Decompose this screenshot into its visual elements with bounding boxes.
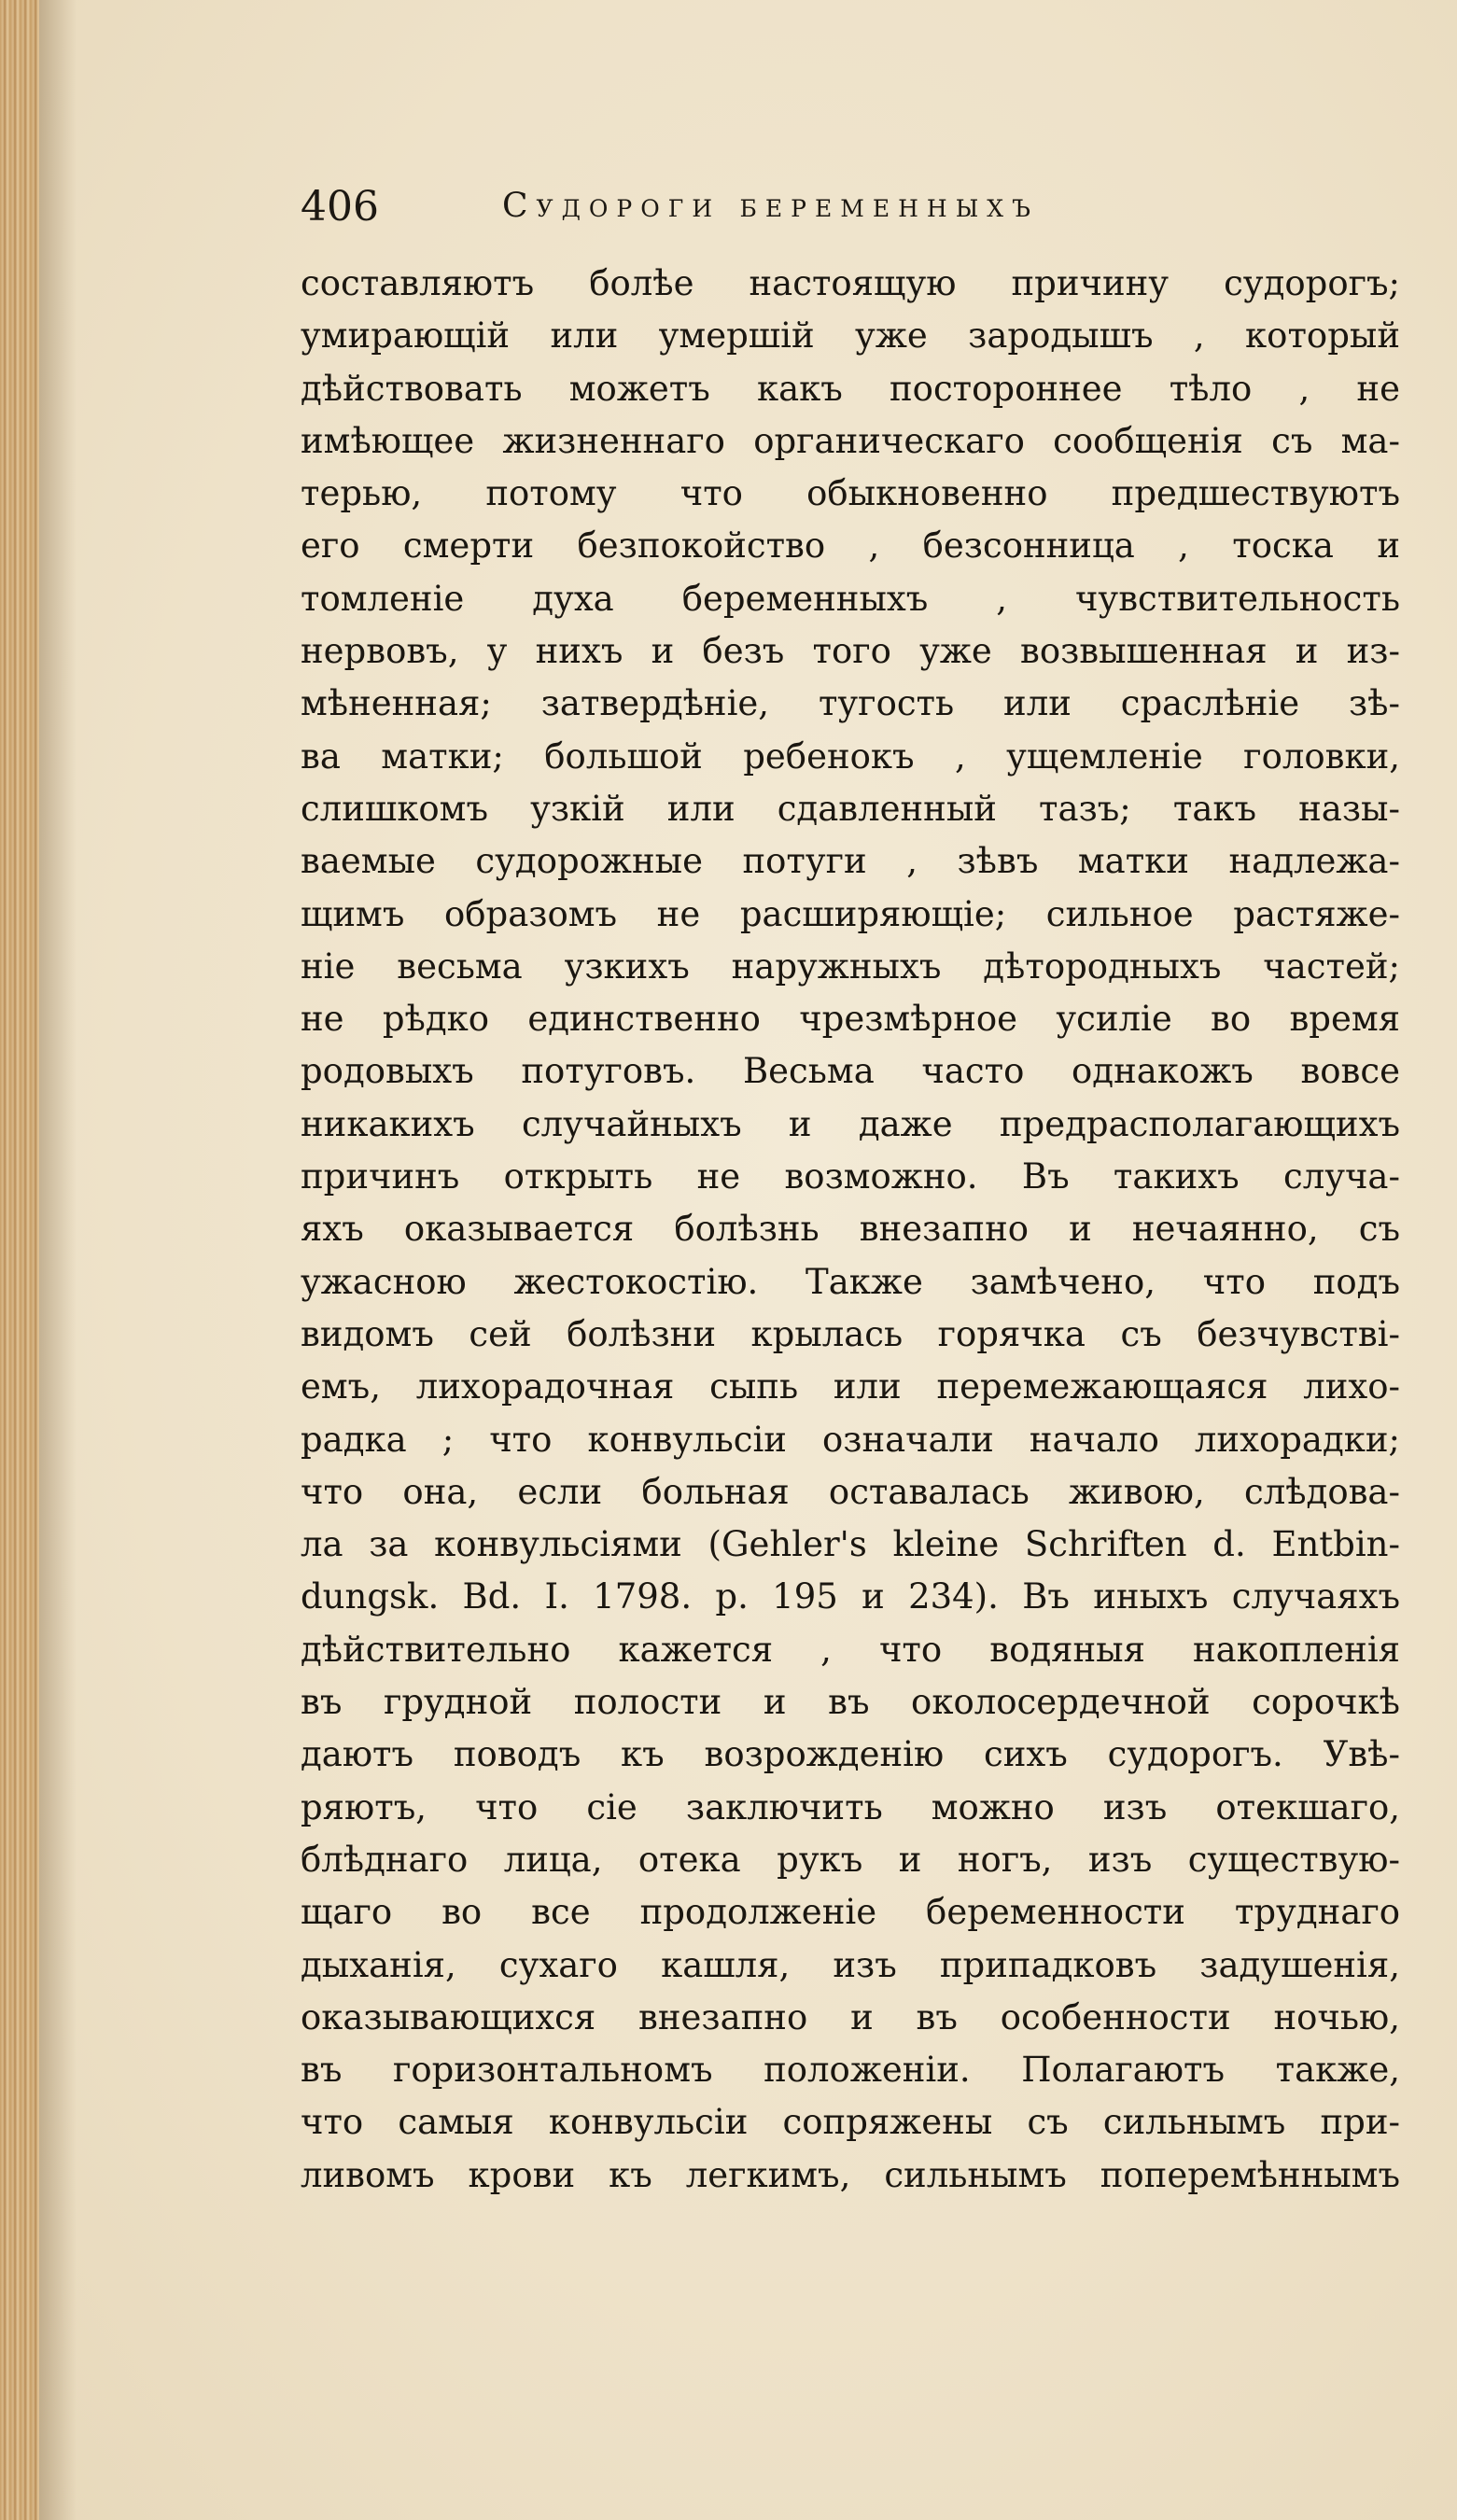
text-line: мѣненная; затвердѣніе, тугость или сраслѣніе зѣ- <box>301 683 1400 724</box>
page-number: 406 <box>301 183 379 231</box>
body-text <box>301 258 1400 2202</box>
text-line: дыханія, сухаго кашля, изъ припадковъ задушенія, <box>301 1944 1400 1985</box>
text-line: томленіе духа беременныхъ , чувствительность <box>301 578 1400 619</box>
text-line: емъ, лихорадочная сыпь или перемежающаяся лихо- <box>301 1366 1400 1407</box>
text-line: нервовъ, у нихъ и безъ того уже возвышенная и из- <box>301 631 1400 672</box>
text-line: слишкомъ узкій или сдавленный тазъ; такъ назы- <box>301 788 1400 829</box>
text-line: щаго во все продолженіе беременности труднаго <box>301 1892 1400 1933</box>
text-line: ливомъ крови къ легкимъ, сильнымъ поперемѣннымъ <box>301 2154 1400 2195</box>
page-header <box>301 183 1402 239</box>
text-line: блѣднаго лица, отека рукъ и ногъ, изъ существую- <box>301 1839 1400 1880</box>
text-line: ужасною жестокостію. Также замѣчено, что подъ <box>301 1261 1400 1302</box>
text-line: ваемые судорожные потуги , зѣвъ матки надлежа- <box>301 841 1400 882</box>
gutter-shadow <box>39 0 77 2520</box>
text-line: яхъ оказывается болѣзнь внезапно и нечаянно, съ <box>301 1209 1400 1250</box>
text-line: причинъ открыть не возможно. Въ такихъ случа- <box>301 1156 1400 1197</box>
text-line: умирающій или умершій уже зародышъ , который <box>301 315 1400 357</box>
text-line: ніе весьма узкихъ наружныхъ дѣтородныхъ частей; <box>301 945 1400 987</box>
text-line: терью, потому что обыкновенно предшествуютъ <box>301 473 1400 514</box>
running-title: Судороги беременныхъ <box>502 187 1039 225</box>
text-line: дѣйствовать можетъ какъ постороннее тѣло , не <box>301 368 1400 409</box>
book-gutter <box>0 0 39 2520</box>
text-line: въ грудной полости и въ околосердечной сорочкѣ <box>301 1682 1400 1723</box>
text-line: ва матки; большой ребенокъ , ущемленіе головки, <box>301 735 1400 777</box>
text-line: дѣйствительно кажется , что водяныя накопленія <box>301 1629 1400 1670</box>
text-line: оказывающихся внезапно и въ особенности ночью, <box>301 1996 1400 2037</box>
text-line: что она, если больная оставалась живою, слѣдова- <box>301 1471 1400 1512</box>
text-line: не рѣдко единственно чрезмѣрное усиліе во время <box>301 999 1400 1040</box>
text-line: ла за конвульсіями (Gehler's kleine Schriften d. Entbin- <box>301 1524 1400 1565</box>
text-line: видомъ сей болѣзни крылась горячка съ безчувствi- <box>301 1313 1400 1354</box>
text-line: никакихъ случайныхъ и даже предрасполагающихъ <box>301 1103 1400 1144</box>
text-line: щимъ образомъ не расширяющіе; сильное растяже- <box>301 893 1400 934</box>
text-line: составляютъ болѣе настоящую причину судорогъ; <box>301 263 1400 303</box>
text-line: что самыя конвульсіи сопряжены съ сильнымъ при- <box>301 2102 1400 2143</box>
text-line: радка ; что конвульсіи означали начало лихорадки; <box>301 1419 1400 1460</box>
text-line: въ горизонтальномъ положеніи. Полагаютъ также, <box>301 2050 1400 2091</box>
text-line: имѣющее жизненнаго органическаго сообщенія съ ма- <box>301 420 1400 461</box>
text-line: ряютъ, что сіе заключить можно изъ отекшаго, <box>301 1786 1400 1827</box>
text-line: dungsk. Bd. I. 1798. p. 195 и 234). Въ иныхъ случаяхъ <box>301 1576 1400 1617</box>
text-line: родовыхъ потуговъ. Весьма часто однакожъ вовсе <box>301 1051 1400 1092</box>
text-line: даютъ поводъ къ возрожденію сихъ судорогъ. Увѣ- <box>301 1734 1400 1775</box>
text-line: его смерти безпокойство , безсонница , тоска и <box>301 525 1400 567</box>
